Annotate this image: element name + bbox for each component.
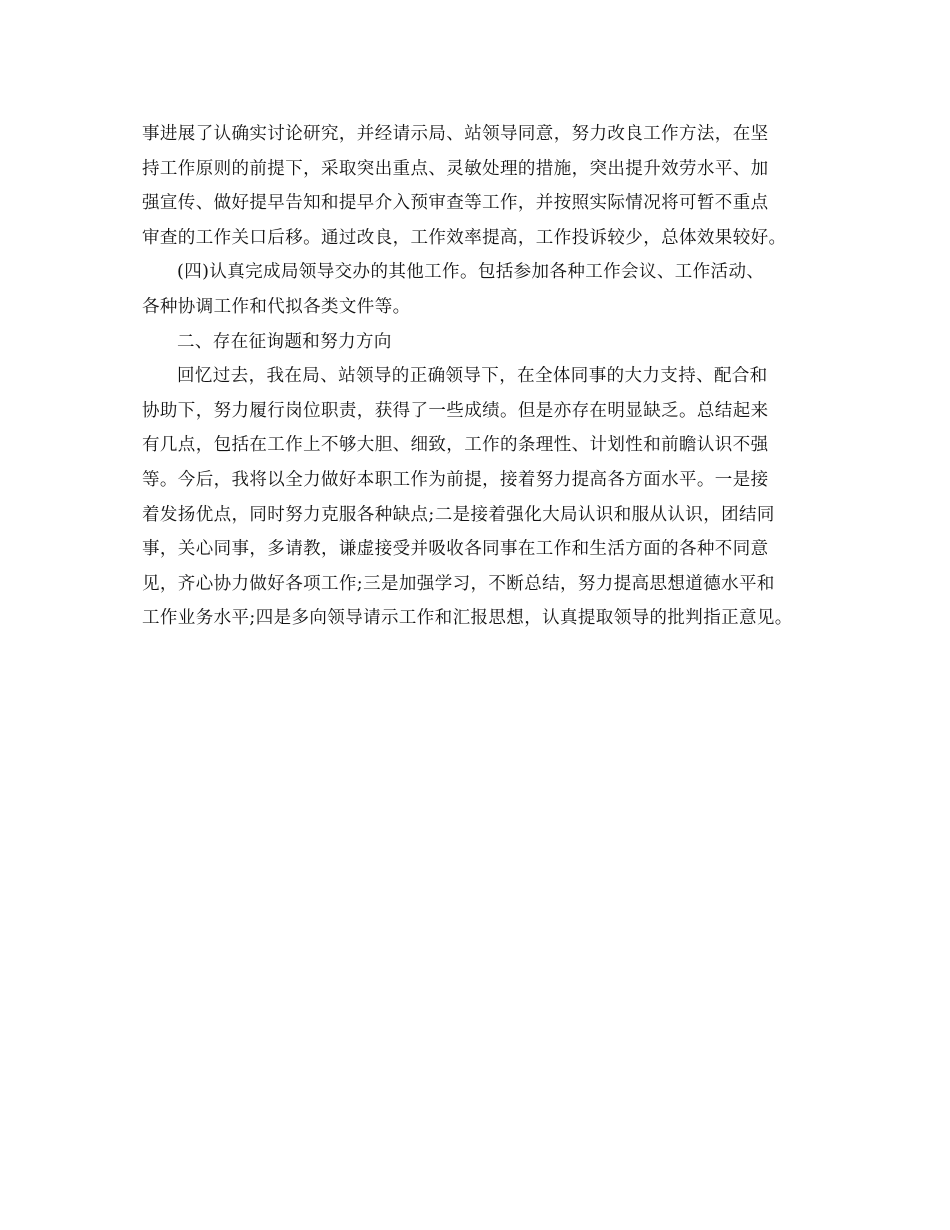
section-heading: 二、存在征询题和努力方向 bbox=[177, 331, 392, 352]
paragraph-line: 持工作原则的前提下，采取突出重点、灵敏处理的措施，突出提升效劳水平、加 bbox=[142, 158, 769, 179]
paragraph-line: 审查的工作关口后移。通过改良，工作效率提高，工作投诉较少，总体效果较好。 bbox=[142, 227, 787, 248]
paragraph-line: 着发扬优点，同时努力克服各种缺点;二是接着强化大局认识和服从认识，团结同 bbox=[142, 504, 775, 525]
paragraph-line: 强宣传、做好提早告知和提早介入预审查等工作，并按照实际情况将可暂不重点 bbox=[142, 193, 769, 214]
paragraph-line: 事，关心同事，多请教，谦虚接受并吸收各同事在工作和生活方面的各种不同意 bbox=[142, 539, 769, 560]
paragraph-line: 协助下，努力履行岗位职责，获得了一些成绩。但是亦存在明显缺乏。总结起来 bbox=[142, 400, 769, 421]
paragraph-line: 见，齐心协力做好各项工作;三是加强学习，不断总结，努力提高思想道德水平和 bbox=[142, 573, 775, 594]
document-body bbox=[142, 117, 842, 636]
paragraph-line: (四)认真完成局领导交办的其他工作。包括参加各种工作会议、工作活动、 bbox=[177, 262, 765, 283]
paragraph-line: 等。今后，我将以全力做好本职工作为前提，接着努力提高各方面水平。一是接 bbox=[142, 469, 769, 490]
paragraph-line: 工作业务水平;四是多向领导请示工作和汇报思想，认真提取领导的批判指正意见。 bbox=[142, 608, 793, 629]
paragraph-line: 事进展了认确实讨论研究，并经请示局、站领导同意，努力改良工作方法，在坚 bbox=[142, 124, 769, 144]
paragraph-line: 有几点，包括在工作上不够大胆、细致，工作的条理性、计划性和前瞻认识不强 bbox=[142, 435, 769, 456]
paragraph-line: 各种协调工作和代拟各类文件等。 bbox=[142, 296, 411, 317]
paragraph-line: 回忆过去，我在局、站领导的正确领导下，在全体同事的大力支持、配合和 bbox=[177, 366, 768, 387]
